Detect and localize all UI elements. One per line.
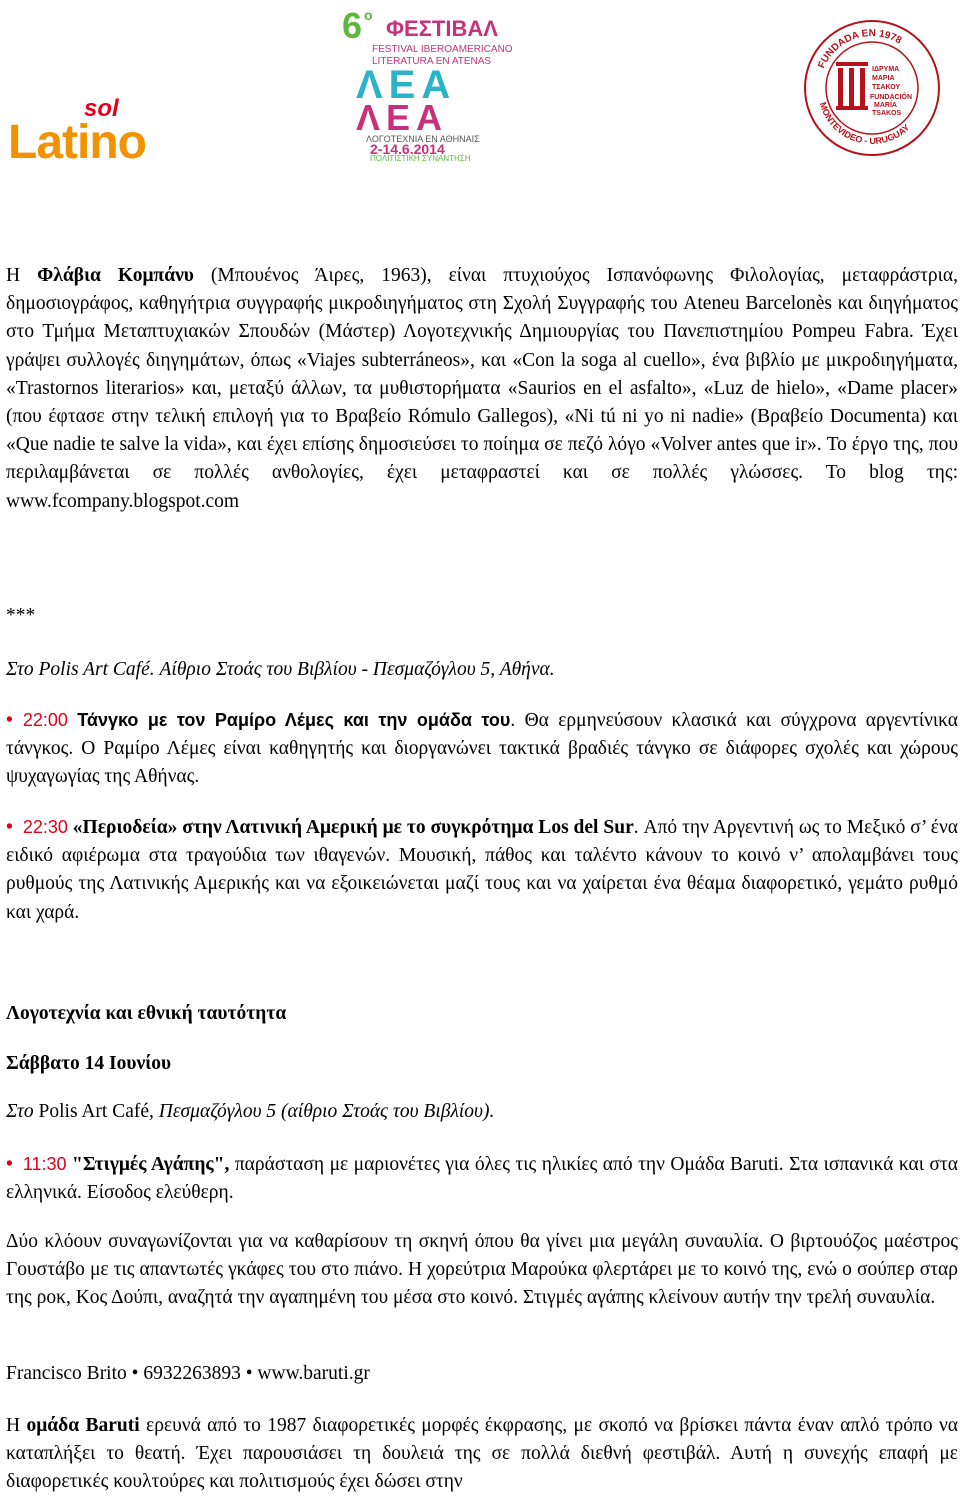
festival-number-sup: ο — [364, 7, 373, 23]
event-3-title: "Στιγμές Αγάπης", — [72, 1154, 230, 1175]
event-2-title: «Περιοδεία» στην Λατινική Αμερική με το συγκρότημα Los del Sur — [72, 817, 634, 838]
festival-big1: ΛΕΑ — [356, 63, 457, 107]
event-1-time: 22:00 — [22, 710, 68, 730]
sol-latino-logo-top: sol — [84, 95, 119, 122]
festival-line2: LITERATURA EN ATENAS — [372, 56, 492, 67]
festival-title: ΦΕΣΤΙΒΑΛ — [386, 16, 498, 41]
event-3-time: 11:30 — [22, 1154, 67, 1174]
event-1 — [6, 706, 958, 792]
tsakos-l1: ΙΔΡΥΜΑ — [872, 66, 900, 73]
tsakos-l3: ΤΣΑΚΟΥ — [872, 84, 901, 91]
bio-paragraph: Η Φλάβια Κομπάνυ (Μπουένος Άιρες, 1963), είναι πτυχιούχος Ισπανόφωνης Φιλολογίας, μεταφράστρια, δημοσιογράφος, καθηγήτρια συγγραφής μικροδιηγήματος στη Σχολή Συγγραφής του Ateneu Barcelonès και διηγήματος στο Τμήμα Μεταπτυχιακών Σπουδών (Μάστερ) Λογοτεχνικής Δημιουργίας του Πανεπιστημίου Pompeu Fabra. Έχει γράψει συλλογές διηγημάτων, όπως «Viajes subterráneos», και «Con la soga al cuello», ένα βιβλίο με μικροδιηγήματα, «Trastornos literarios» και, μεταξύ άλλων, τα μυθιστορήματα «Saurios en el asfalto», «Luz de hielo», «Dame placer» (που έφτασε στην τελική επιλογή για το Βραβείο Rómulo Gallegos), «Ni tú ni yo ni nadie» (Βραβείο Documenta) και «Que nadie te salve la vida», και έχει επίσης δημοσιεύσει το ποίημα σε πεζό λόγο «Volver antes que ir». Το έργο της, που περιλαμβάνεται σε πολλές ανθολογίες, έχει μεταφραστεί και σε πολλές γλώσσες. Το blog της: www.fcompany.blogspot.com — [6, 265, 958, 512]
baruti-name: ομάδα Baruti — [26, 1415, 140, 1436]
event-3-desc: παράσταση με μαριονέτες για όλες τις ηλικίες από την Ομάδα Baruti. Στα ισπανικά και στα ελληνικά. Είσοδος ελεύθερη. — [6, 1154, 958, 1204]
event-1-desc: . Θα ερμηνεύσουν κλασικά και σύγχρονα αργεντίνικα τάνγκος. Ο Ραμίρο Λέμες είναι καθηγητής και διοργανώνει τακτικά βραδιές τάνγκο σε διάφορες σχολές και χώρους ψυχαγωγίας της Αθήνας. — [6, 710, 958, 788]
date-heading: Σάββατο 14 Ιουνίου — [6, 1053, 172, 1074]
tsakos-l5: MARÍA — [874, 102, 897, 109]
tsakos-foundation-logo — [802, 18, 942, 158]
tsakos-l4: FUNDACIÓN — [870, 94, 912, 101]
venue-line-1: Στο Polis Art Café. Αίθριο Στοάς του Βιβλίου - Πεσμαζόγλου 5, Αθήνα. — [6, 659, 555, 680]
event-3 — [6, 1150, 958, 1207]
contact-line: Francisco Brito • 6932263893 • www.baruti.gr — [6, 1363, 370, 1384]
festival-line1: FESTIVAL IBEROAMERICANO — [372, 44, 513, 55]
separator: *** — [6, 605, 36, 626]
event-2-desc: . Από την Αργεντινή ως το Μεξικό σ’ ένα ειδικό αφιέρωμα στα τραγούδια των ιθαγενών. Μουσική, πάθος και ταλέντο κάνουν το κοινό ν’ απολαμβάνει τους ρυθμούς της Λατινικής Αμερικής και να εξοικειώνεται μαζί τους και να χαίρεται ένα θέαμα διαφορετικό, γεμάτο ρυθμό και χαρά. — [6, 817, 958, 923]
festival-dates: 2-14.6.2014 — [370, 141, 445, 157]
festival-line4: ΠΟΛΙΤΙΣΤΙΚΗ ΣΥΝΑΝΤΗΣΗ — [370, 154, 471, 162]
event-2-time: 22:30 — [22, 817, 68, 837]
festival-big2: ΛΕΑ — [356, 97, 449, 138]
bullet-icon: • — [6, 1154, 13, 1175]
festival-logo — [332, 2, 544, 162]
baruti-paragraph: Η ομάδα Baruti ερευνά από το 1987 διαφορετικές μορφές έκφρασης, με σκοπό να βρίσκει πάντα έναν απλό τρόπο να καταπλήξει το θεατή. Έχει παρουσιάσει τη δουλειά της σε πολλά διεθνή φεστιβάλ. Αυτή η συνεχής επαφή με διαφορετικές κουλτούρες και πολιτισμούς έχει δώσει στην — [6, 1415, 958, 1493]
tsakos-l6: TSAKOS — [872, 110, 902, 117]
author-name: Φλάβια Κομπάνυ — [37, 265, 194, 286]
bullet-icon: • — [6, 817, 13, 838]
festival-number: 6 — [342, 5, 363, 46]
section-title: Λογοτεχνία και εθνική ταυτότητα — [6, 1003, 287, 1024]
festival-line3: ΛΟΓΟΤΕΧΝΙΑ ΕΝ ΑΘΗΝΑΙΣ — [366, 134, 480, 144]
sol-latino-logo-bottom: Latino — [8, 116, 146, 166]
event-2 — [6, 813, 958, 927]
tsakos-ring-bottom: MONTEVIDEO - URUGUAY — [817, 100, 912, 147]
columns-icon — [836, 62, 868, 110]
event-1-title: Τάνγκο με τον Ραμίρο Λέμες και την ομάδα του — [77, 710, 511, 730]
story-paragraph: Δύο κλόουν συναγωνίζονται για να καθαρίσουν τη σκηνή όπου θα γίνει μια μεγάλη συναυλία. Ο βιρτουόζος μαέστρος Γουστάβο με τις απαντωτές γκάφες του στο πιάνο. Η χορεύτρια Μαρούκα φλερτάρει με το κοινό της, ενώ ο σούπερ σταρ της ροκ, Κος Δούπι, αναζητά την αγαπημένη του μέσα στο κοινό. Στιγμές αγάπης κλείνουν αυτήν την τρελή συναυλία. — [6, 1231, 958, 1309]
bullet-icon: • — [6, 710, 13, 731]
tsakos-ring-top: FUNDADA EN 1978 — [816, 27, 904, 71]
venue-line-2: Στο Polis Art Café, Πεσμαζόγλου 5 (αίθριο Στοάς του Βιβλίου). — [6, 1101, 495, 1122]
sol-latino-logo — [6, 94, 192, 166]
tsakos-l2: ΜΑΡΙΑ — [872, 75, 895, 82]
